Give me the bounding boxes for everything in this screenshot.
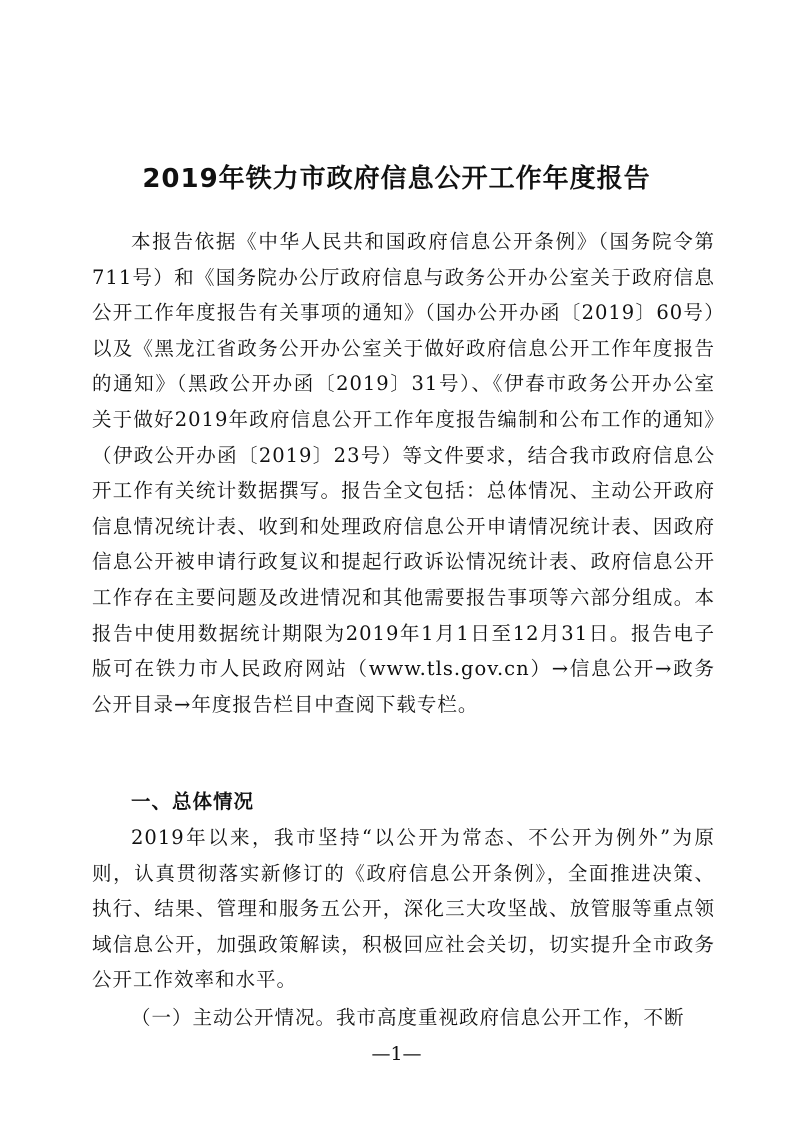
page-number: —1— [371,1043,422,1065]
document-title: 2019年铁力市政府信息公开工作年度报告 [142,164,651,195]
overview-paragraph: 2019年以来，我市坚持“以公开为常态、不公开为例外”为原则，认真贯彻落实新修订的《政府信息公开条例》，全面推进决策、执行、结果、管理和服务五公开，深化三大攻坚战、放管服等重点领域信息公开，加强政策解读，积极回应社会关切，切实提升全市政务公开工作效率和水平。 [92,826,715,992]
subsection-paragraph: （一）主动公开情况。我市高度重视政府信息公开工作，不断 [131,1006,685,1029]
intro-paragraph: 本报告依据《中华人民共和国政府信息公开条例》（国务院令第711号）和《国务院办公厅政府信息与政务公开办公室关于政府信息公开工作年度报告有关事项的通知》（国办公开办函〔2019〕60号）以及《黑龙江省政务公开办公室关于做好政府信息公开工作年度报告的通知》（黑政公开办函〔2019〕31号）、《伊春市政务公开办公室关于做好2019年政府信息公开工作年度报告编制和公布工作的通知》（伊政公开办函〔2019〕23号）等文件要求，结合我市政府信息公开工作有关统计数据撰写。报告全文包括：总体情况、主动公开政府信息情况统计表、收到和处理政府信息公开申请情况统计表、因政府信息公开被申请行政复议和提起行政诉讼情况统计表、政府信息公开工作存在主要问题及改进情况和其他需要报告事项等六部分组成。本报告中使用数据统计期限为2019年1月1日至12月31日。报告电子版可在铁力市人民政府网站（www.tls.gov.cn）→信息公开→政务公开目录→年度报告栏目中查阅下载专栏。 [92,230,715,716]
section-heading-overview: 一、总体情况 [131,790,255,813]
